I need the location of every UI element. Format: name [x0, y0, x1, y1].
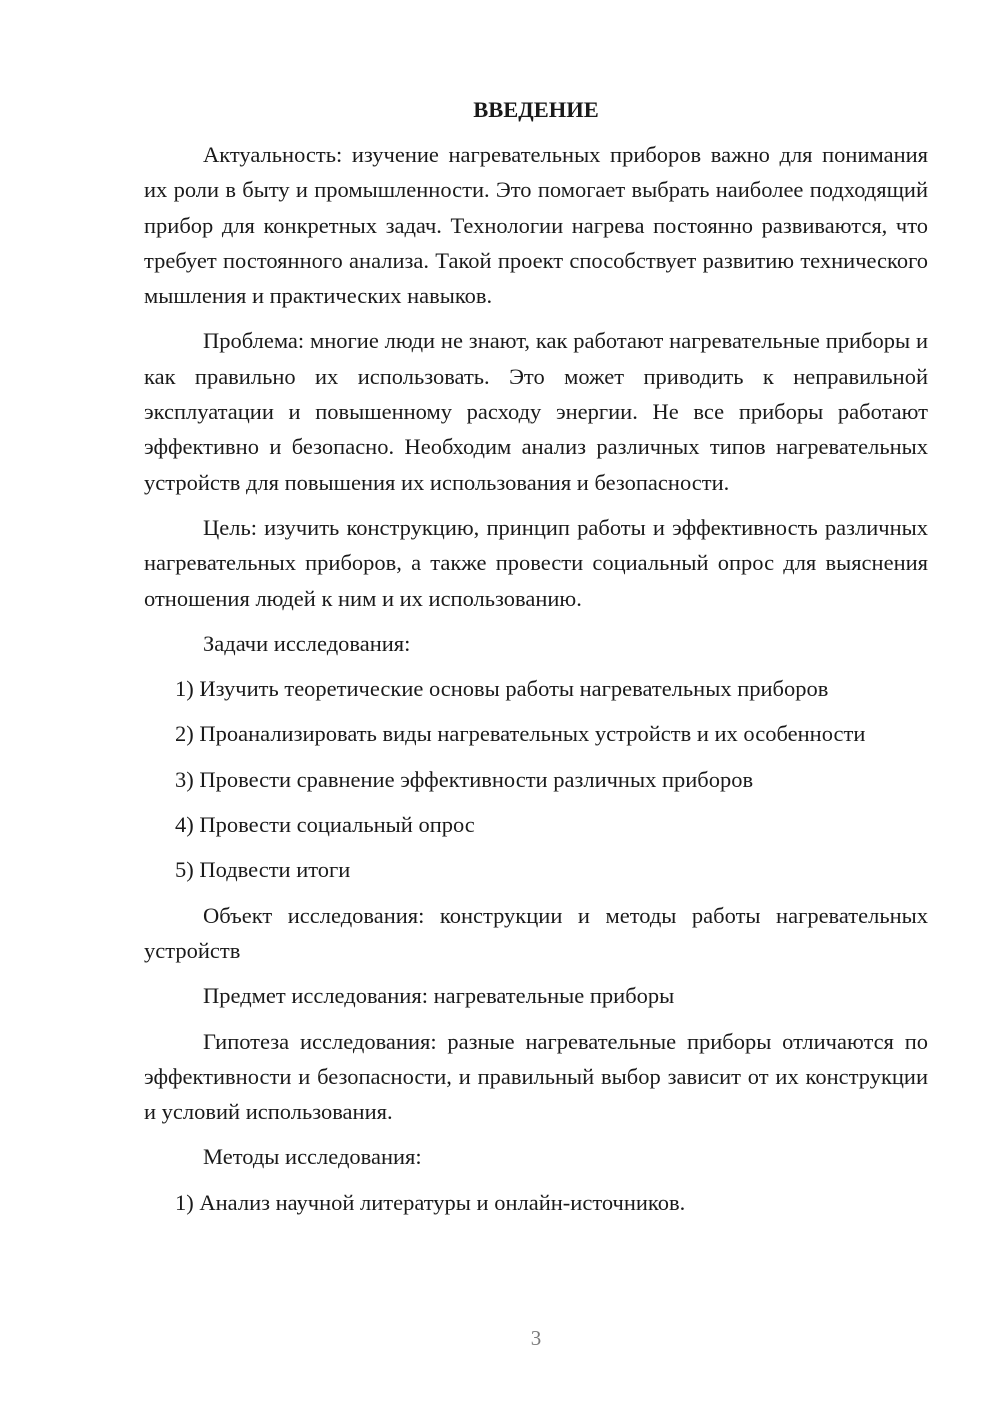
methods-heading: Методы исследования:	[203, 1144, 422, 1170]
task-item-2: 2) Проанализировать виды нагревательных устройств и их особенности	[175, 721, 866, 747]
paragraph-object: Объект исследования: конструкции и методы работы нагревательных устройств	[144, 902, 928, 963]
document-body	[144, 92, 928, 1230]
task-item-3: 3) Провести сравнение эффективности различных приборов	[175, 766, 754, 792]
page-title: ВВЕДЕНИЕ	[473, 97, 599, 122]
task-item-4: 4) Провести социальный опрос	[175, 812, 475, 838]
task-item-1: 1) Изучить теоретические основы работы нагревательных приборов	[175, 676, 829, 702]
paragraph-relevance: Актуальность: изучение нагревательных приборов важно для понимания их роли в быту и промышленности. Это помогает выбрать наиболее подходящий прибор для конкретных задач. Технологии нагрева постоянно развиваются, что требует постоянного анализа. Такой проект способствует развитию технического мышления и практических навыков.	[144, 142, 928, 309]
paragraph-subject: Предмет исследования: нагревательные приборы	[203, 983, 675, 1009]
paragraph-hypothesis: Гипотеза исследования: разные нагревательные приборы отличаются по эффективности и безопасности, и правильный выбор зависит от их конструкции и условий использования.	[144, 1028, 928, 1125]
paragraph-problem: Проблема: многие люди не знают, как работают нагревательные приборы и как правильно их использовать. Это может приводить к неправильной эксплуатации и повышенному расходу энергии. Не все приборы работают эффективно и безопасно. Необходим анализ различных типов нагревательных устройств для повышения их использования и безопасности.	[144, 328, 928, 495]
tasks-heading: Задачи исследования:	[203, 630, 411, 656]
paragraph-goal: Цель: изучить конструкцию, принцип работы и эффективность различных нагревательных приборов, а также провести социальный опрос для выяснения отношения людей к ним и их использованию.	[144, 514, 928, 611]
task-item-5: 5) Подвести итоги	[175, 857, 351, 883]
page-number: 3	[530, 1326, 542, 1350]
method-item-1: 1) Анализ научной литературы и онлайн-источников.	[175, 1189, 686, 1215]
